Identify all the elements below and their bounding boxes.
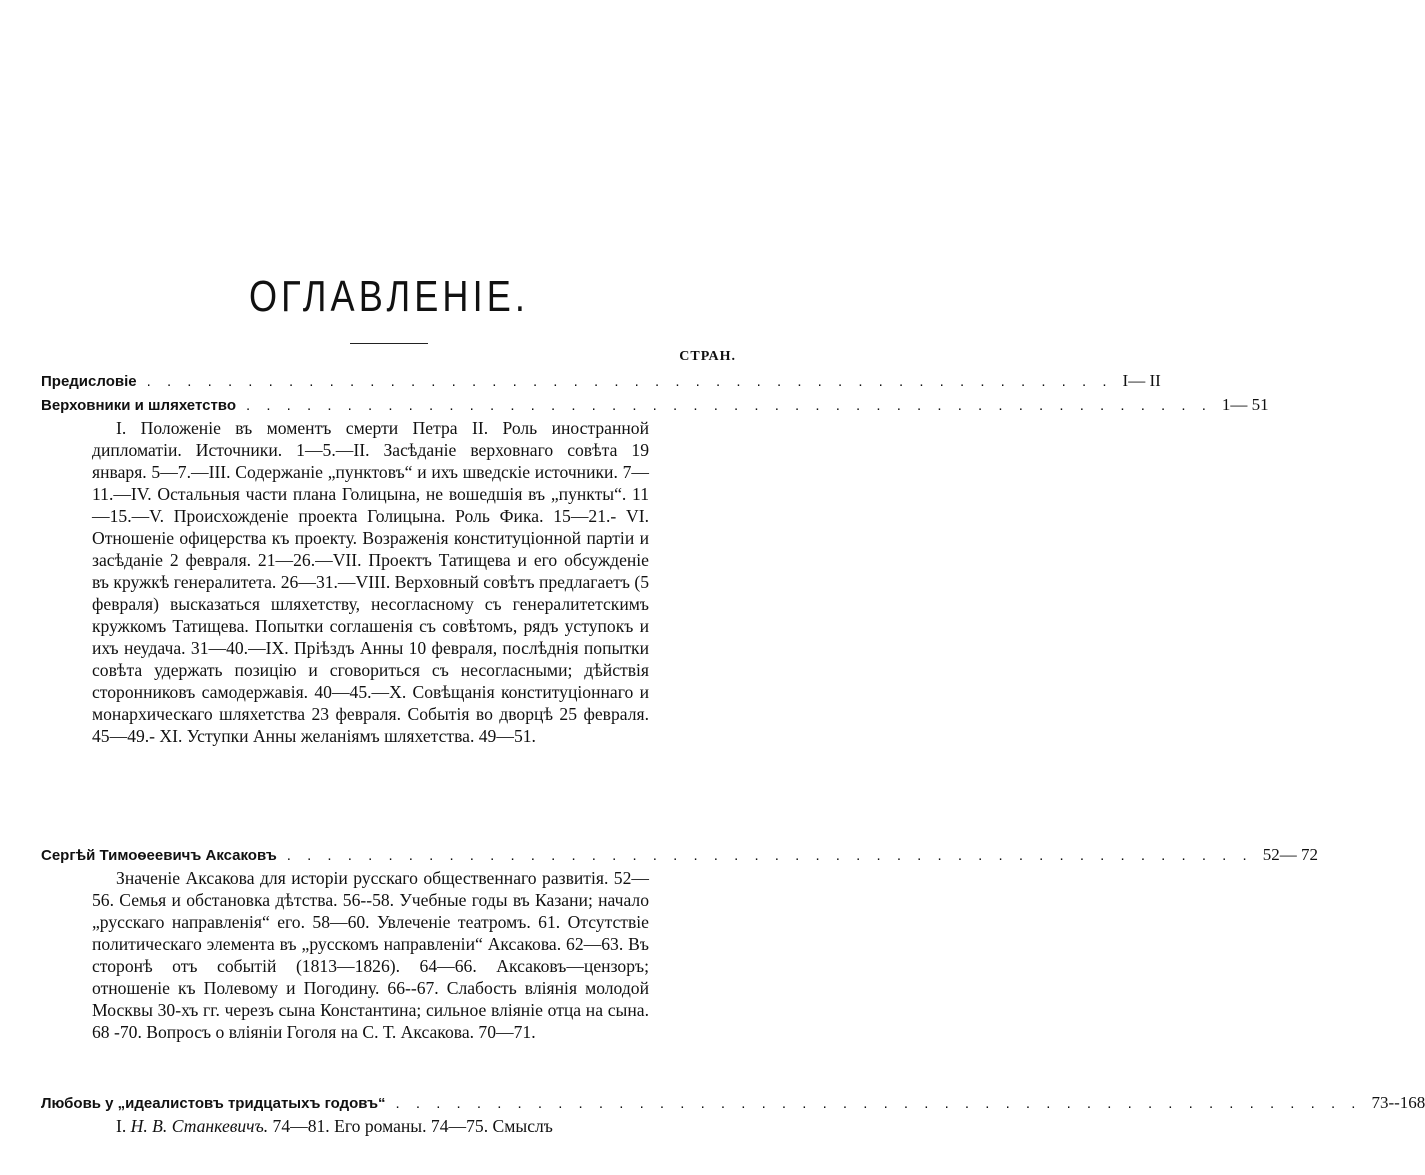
leader-dots: . . . . . . . . . . . . . . . . . . . . . . . . . . . . . . . . . . . . . . . . . . . . . . . . (286, 847, 1253, 864)
summary-author: Н. В. Станкевичъ. (130, 1116, 269, 1136)
toc-entry-title: Сергѣй Тимоѳеевичъ Аксаковъ (41, 847, 277, 864)
toc-summary-verkhovniki: I. Положеніе въ моментъ смерти Петра II. Роль иностранной дипломатіи. Источники. 1—5.—II. Засѣданіе верховнаго совѣта 19 января. 5—7.—III. Содержаніе „пунктовъ“ и ихъ шведскіе источники. 7—11.—IV. Остальныя части плана Голицына, не вошедшія въ „пункты“. 11—15.—V. Происхожденіе проекта Голицына. Роль Фика. 15—21.- VI. Отношеніе офицерства къ проекту. Возраженія конституціонной партіи и засѣданіе 2 февраля. 21—26.—VII. Проектъ Татищева и его обсужденіе въ кружкѣ генералитета. 26—31.—VIII. Верховный совѣтъ предлагаетъ (5 февраля) высказаться шляхетству, несогласному съ генералитетскимъ кружкомъ Татищева. Попытки соглашенія съ совѣтомъ, рядъ уступокъ и ихъ неудача. 31—40.—IX. Пріѣздъ Анны 10 февраля, послѣднія попытки совѣта удержать позицію и сговориться съ несогласными; дѣйствія сторонниковъ самодержавія. 40—45.—X. Совѣщанія конституціоннаго и монархическаго шляхетства 23 февраля. Событія во дворцѣ 25 февраля. 45—49.- XI. Уступки Анны желаніямъ шляхетства. 49—51. (92, 418, 649, 746)
toc-entry-title: Верховники и шляхетство (41, 397, 236, 414)
toc-entry-pages: 1— 51 (1221, 395, 1269, 414)
toc-entry-pages: I— II (1122, 371, 1161, 390)
toc-summary-aksakov: Значеніе Аксакова для исторіи русскаго общественнаго развитія. 52—56. Семья и обстановка дѣтства. 56--58. Учебные годы въ Казани; начало „русскаго направленія“ его. 58—60. Увлеченіе театромъ. 61. Отсутствіе политическаго элемента въ „русскомъ направленіи“ Аксакова. 62—63. Въ сторонѣ отъ событій (1813—1826). 64—66. Аксаковъ—цензоръ; отношеніе къ Полевому и Погодину. 66--67. Слабость вліянія молодой Москвы 30-хъ гг. черезъ сына Константина; сильное вліяніе отца на сына. 68 -70. Вопросъ о вліяніи Гоголя на С. Т. Аксакова. 70—71. (92, 868, 649, 1042)
toc-entry-title: Любовь у „идеалистовъ тридцатыхъ годовъ“ (41, 1095, 386, 1112)
toc-entry-pages: 52— 72 (1262, 845, 1318, 864)
toc-entry-predislovie (41, 371, 1161, 392)
toc-entry-pages: 73--168 (1371, 1093, 1425, 1112)
page-title: ОГЛАВЛЕНІЕ. (248, 272, 529, 321)
summary-prefix: I. (116, 1116, 127, 1136)
title-divider (350, 343, 428, 344)
summary-text: 74—81. Его романы. 74—75. Смыслъ (272, 1116, 553, 1136)
toc-entry-verkhovniki (41, 395, 1269, 416)
toc-entry-lyubov (41, 1093, 1425, 1114)
toc-entry-aksakov (41, 845, 1318, 866)
page-column-header: СТРАН. (679, 349, 736, 364)
toc-summary-lyubov (92, 1115, 649, 1137)
toc-entry-title: Предисловіе (41, 373, 137, 390)
leader-dots: . . . . . . . . . . . . . . . . . . . . . . . . . . . . . . . . . . . . . . . . . . . . . . . . (146, 373, 1113, 390)
leader-dots: . . . . . . . . . . . . . . . . . . . . . . . . . . . . . . . . . . . . . . . . . . . . . . . . (245, 397, 1212, 414)
leader-dots: . . . . . . . . . . . . . . . . . . . . . . . . . . . . . . . . . . . . . . . . . . . . . . . . (395, 1095, 1362, 1112)
